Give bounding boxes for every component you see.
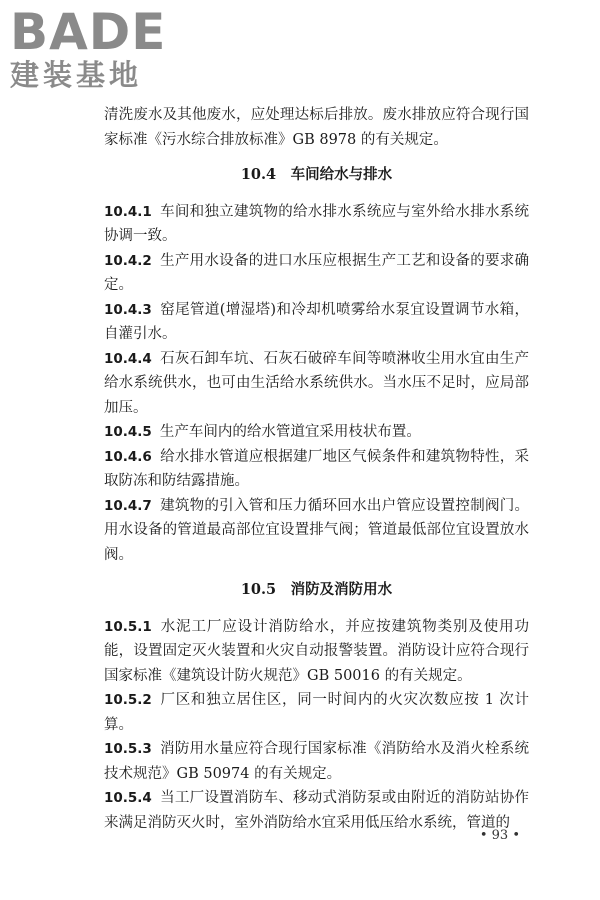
clause-number: 10.5.1 — [104, 618, 152, 635]
clause-number: 10.4.6 — [104, 448, 152, 465]
intro-paragraph: 清洗废水及其他废水，应处理达标后排放。废水排放应符合现行国家标准《污水综合排放标准》GB 8978 的有关规定。 — [104, 107, 529, 148]
logo — [10, 3, 180, 92]
clause — [104, 249, 529, 298]
clause-number: 10.4.5 — [104, 424, 152, 440]
clause — [104, 688, 529, 737]
logo-wordmark: BADE — [10, 3, 167, 61]
clause — [104, 298, 529, 347]
section-heading-10-4: 10.4 车间给水与排水 — [240, 166, 393, 183]
clause-number: 10.4.3 — [104, 301, 152, 318]
clause-text: 窑尾管道(增湿塔)和冷却机喷雾给水泵宜设置调节水箱，自灌引水。 — [104, 301, 529, 342]
clause — [104, 494, 529, 568]
clause-text: 给水排水管道应根据建厂地区气候条件和建筑物特性，采取防冻和防结露措施。 — [104, 448, 529, 489]
clause-text: 当工厂设置消防车、移动式消防泵或由附近的消防站协作来满足消防灭火时，室外消防给水宜采用低压给水系统，管道的 — [104, 790, 529, 831]
section-10-4-clauses — [104, 200, 529, 568]
page-number: • 93 • — [479, 828, 520, 843]
clause-text: 石灰石卸车坑、石灰石破碎车间等喷淋收尘用水宜由生产给水系统供水，也可由生活给水系统供水。当水压不足时，应局部加压。 — [104, 350, 529, 416]
clause-text: 水泥工厂应设计消防给水，并应按建筑物类别及使用功能，设置固定灭火装置和火灾自动报警装置。消防设计应符合现行国家标准《建筑设计防火规范》GB 50016 的有关规定。 — [104, 618, 529, 684]
clause-number: 10.5.3 — [104, 741, 152, 757]
clause — [104, 737, 529, 786]
clause — [104, 347, 529, 421]
clause-text: 厂区和独立居住区，同一时间内的火灾次数应按 1 次计算。 — [104, 692, 529, 733]
clause-number: 10.5.2 — [104, 692, 152, 708]
section-heading-10-5: 10.5 消防及消防用水 — [240, 581, 393, 598]
clause-number: 10.4.7 — [104, 497, 152, 514]
clause-number: 10.4.2 — [104, 252, 152, 269]
clause-text: 建筑物的引入管和压力循环回水出户管应设置控制阀门。用水设备的管道最高部位宜设置排气阀；管道最低部位宜设置放水阀。 — [104, 497, 529, 563]
page-content — [104, 103, 529, 835]
clause — [104, 615, 529, 689]
clause — [104, 420, 529, 445]
section-10-5-clauses — [104, 615, 529, 836]
clause-text: 生产用水设备的进口水压应根据生产工艺和设备的要求确定。 — [104, 252, 529, 293]
clause-text: 生产车间内的给水管道宜采用枝状布置。 — [159, 424, 421, 440]
clause-number: 10.4.4 — [104, 350, 152, 367]
logo-subtitle: 建装基地 — [10, 58, 143, 92]
clause — [104, 786, 529, 835]
clause-text: 车间和独立建筑物的给水排水系统应与室外给水排水系统协调一致。 — [104, 203, 529, 244]
clause — [104, 445, 529, 494]
clause-text: 消防用水量应符合现行国家标准《消防给水及消火栓系统技术规范》GB 50974 的有关规定。 — [104, 741, 529, 782]
clause-number: 10.5.4 — [104, 790, 152, 806]
clause — [104, 200, 529, 249]
clause-number: 10.4.1 — [104, 203, 152, 220]
